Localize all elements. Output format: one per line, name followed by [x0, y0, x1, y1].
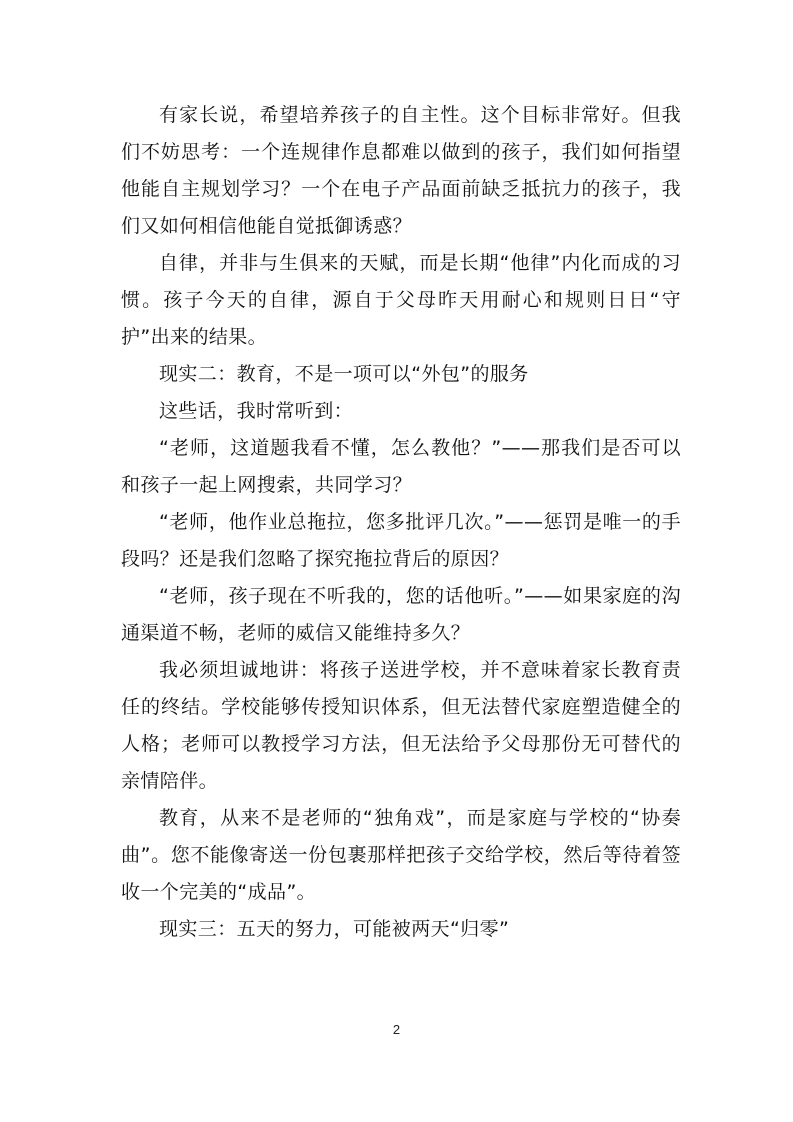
paragraph-self-discipline: 自律，并非与生俱来的天赋，而是长期“他律”内化而成的习惯。孩子今天的自律，源自于父母昨天用耐心和规则日日“守护”出来的结果。 — [121, 252, 681, 348]
quote-paragraph: “老师，这道题我看不懂，怎么教他？”——那我们是否可以和孩子一起上网搜索，共同学习？ — [121, 437, 681, 496]
paragraph-responsibility: 我必须坦诚地讲：将孩子送进学校，并不意味着家长教育责任的终结。学校能够传授知识体系，但无法替代家庭塑造健全的人格；老师可以教授学习方法，但无法给予父母那份无可替代的亲情陪伴。 — [121, 659, 681, 792]
quote-paragraph: “老师，孩子现在不听我的，您的话他听。”——如果家庭的沟通渠道不畅，老师的威信又能维持多久？ — [121, 585, 681, 644]
paragraph-intro-quotes: 这些话，我时常听到： — [159, 400, 354, 422]
body-text — [121, 97, 681, 948]
section-heading-reality-three: 现实三：五天的努力，可能被两天“归零” — [159, 918, 510, 940]
page-number: 2 — [392, 1022, 401, 1037]
paragraph-autonomy: 有家长说，希望培养孩子的自主性。这个目标非常好。但我们不妨思考：一个连规律作息都难以做到的孩子，我们如何指望他能自主规划学习？一个在电子产品面前缺乏抵抗力的孩子，我们又如何相信他能自觉抵御诱惑？ — [121, 104, 681, 237]
section-heading-reality-two: 现实二：教育，不是一项可以“外包”的服务 — [159, 363, 529, 385]
paragraph-cooperation: 教育，从来不是老师的“独角戏”，而是家庭与学校的“协奏曲”。您不能像寄送一份包裹那样把孩子交给学校，然后等待着签收一个完美的“成品”。 — [121, 807, 681, 903]
quote-paragraph: “老师，他作业总拖拉，您多批评几次。”——惩罚是唯一的手段吗？还是我们忽略了探究拖拉背后的原因？ — [121, 511, 681, 570]
